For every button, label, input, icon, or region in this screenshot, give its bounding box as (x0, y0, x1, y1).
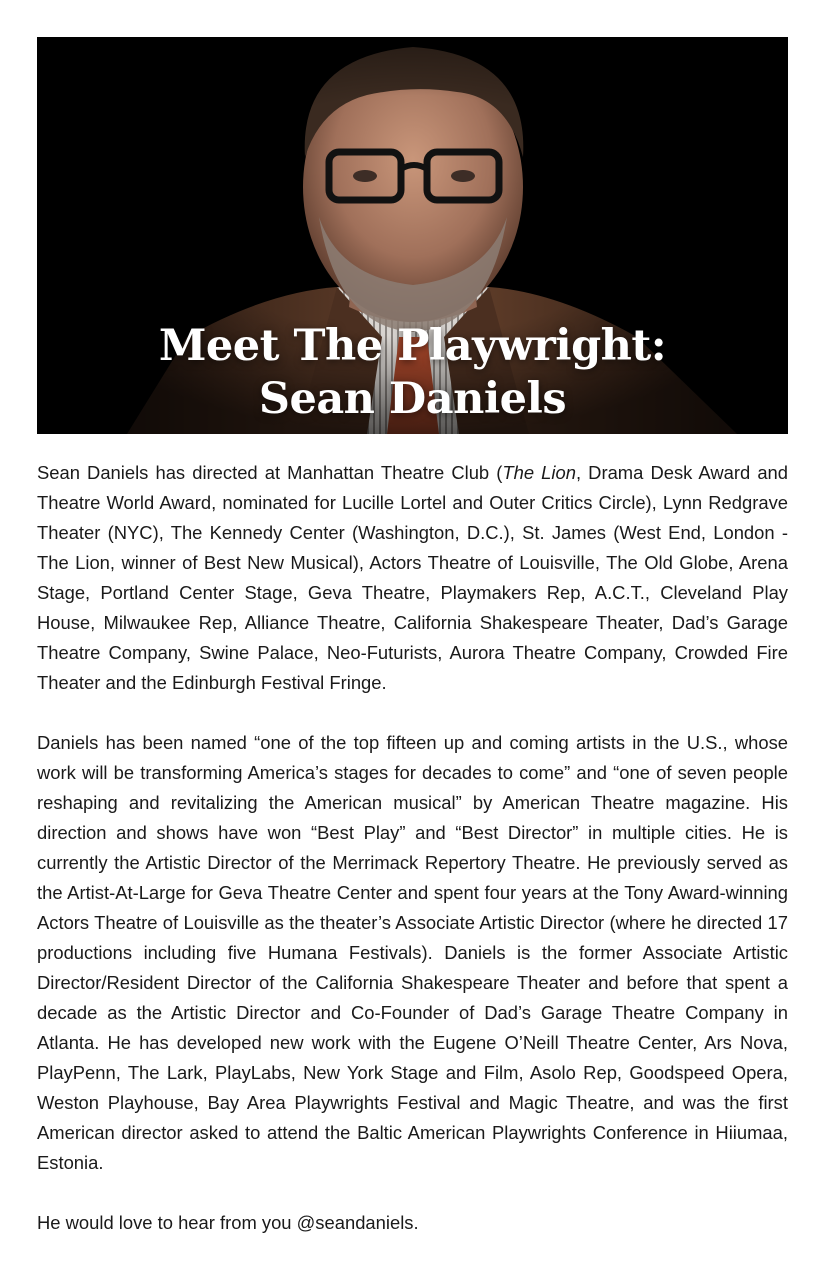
bio-paragraph-2: Daniels has been named “one of the top fifteen up and coming artists in the U.S., whose work will be transforming America’s stages for decades to come” and “one of seven people reshaping and revitalizing the American musical” by American Theatre magazine. His direction and shows have won “Best Play” and “Best Director” in multiple cities. He is currently the Artistic Director of the Merrimack Repertory Theatre. He previously served as the Artist-At-Large for Geva Theatre Center and spent four years at the Tony Award-winning Actors Theatre of Louisville as the theater’s Associate Artistic Director (where he directed 17 productions including five Humana Festivals). Daniels is the former Associate Artistic Director/Resident Director of the California Shakespeare Theater and before that spent a decade as the Artistic Director and Co-Founder of Dad’s Garage Theatre Company in Atlanta. He has developed new work with the Eugene O’Neill Theatre Center, Ars Nova, PlayPenn, The Lark, PlayLabs, New York Stage and Film, Asolo Rep, Goodspeed Opera, Weston Playhouse, Bay Area Playwrights Festival and Magic Theatre, and was the first American director asked to attend the Baltic American Playwrights Conference in Hiiumaa, Estonia. (37, 732, 788, 1173)
bio-p1-before: Sean Daniels has directed at Manhattan Theatre Club ( (37, 462, 503, 483)
title-line-1: Meet The Playwright: (158, 321, 667, 371)
bio-paragraph-3: He would love to hear from you @seandaniels. (37, 1212, 419, 1233)
bio-p1-italic: The Lion (502, 462, 576, 483)
page-title (37, 320, 788, 426)
hero-banner (37, 37, 788, 434)
bio-text (37, 458, 788, 1238)
bio-p1-after: , Drama Desk Award and Theatre World Award, nominated for Lucille Lortel and Outer Critics Circle), Lynn Redgrave Theater (NYC), The Kennedy Center (Washington, D.C.), St. James (West End, London - The Lion, winner of Best New Musical), Actors Theatre of Louisville, The Old Globe, Arena Stage, Portland Center Stage, Geva Theatre, Playmakers Rep, A.C.T., Cleveland Play House, Milwaukee Rep, Alliance Theatre, California Shakespeare Theater, Dad’s Garage Theatre Company, Swine Palace, Neo-Futurists, Aurora Theatre Company, Crowded Fire Theater and the Edinburgh Festival Fringe. (37, 462, 788, 693)
bio-paragraph-1 (37, 458, 788, 698)
title-line-2: Sean Daniels (258, 374, 567, 424)
